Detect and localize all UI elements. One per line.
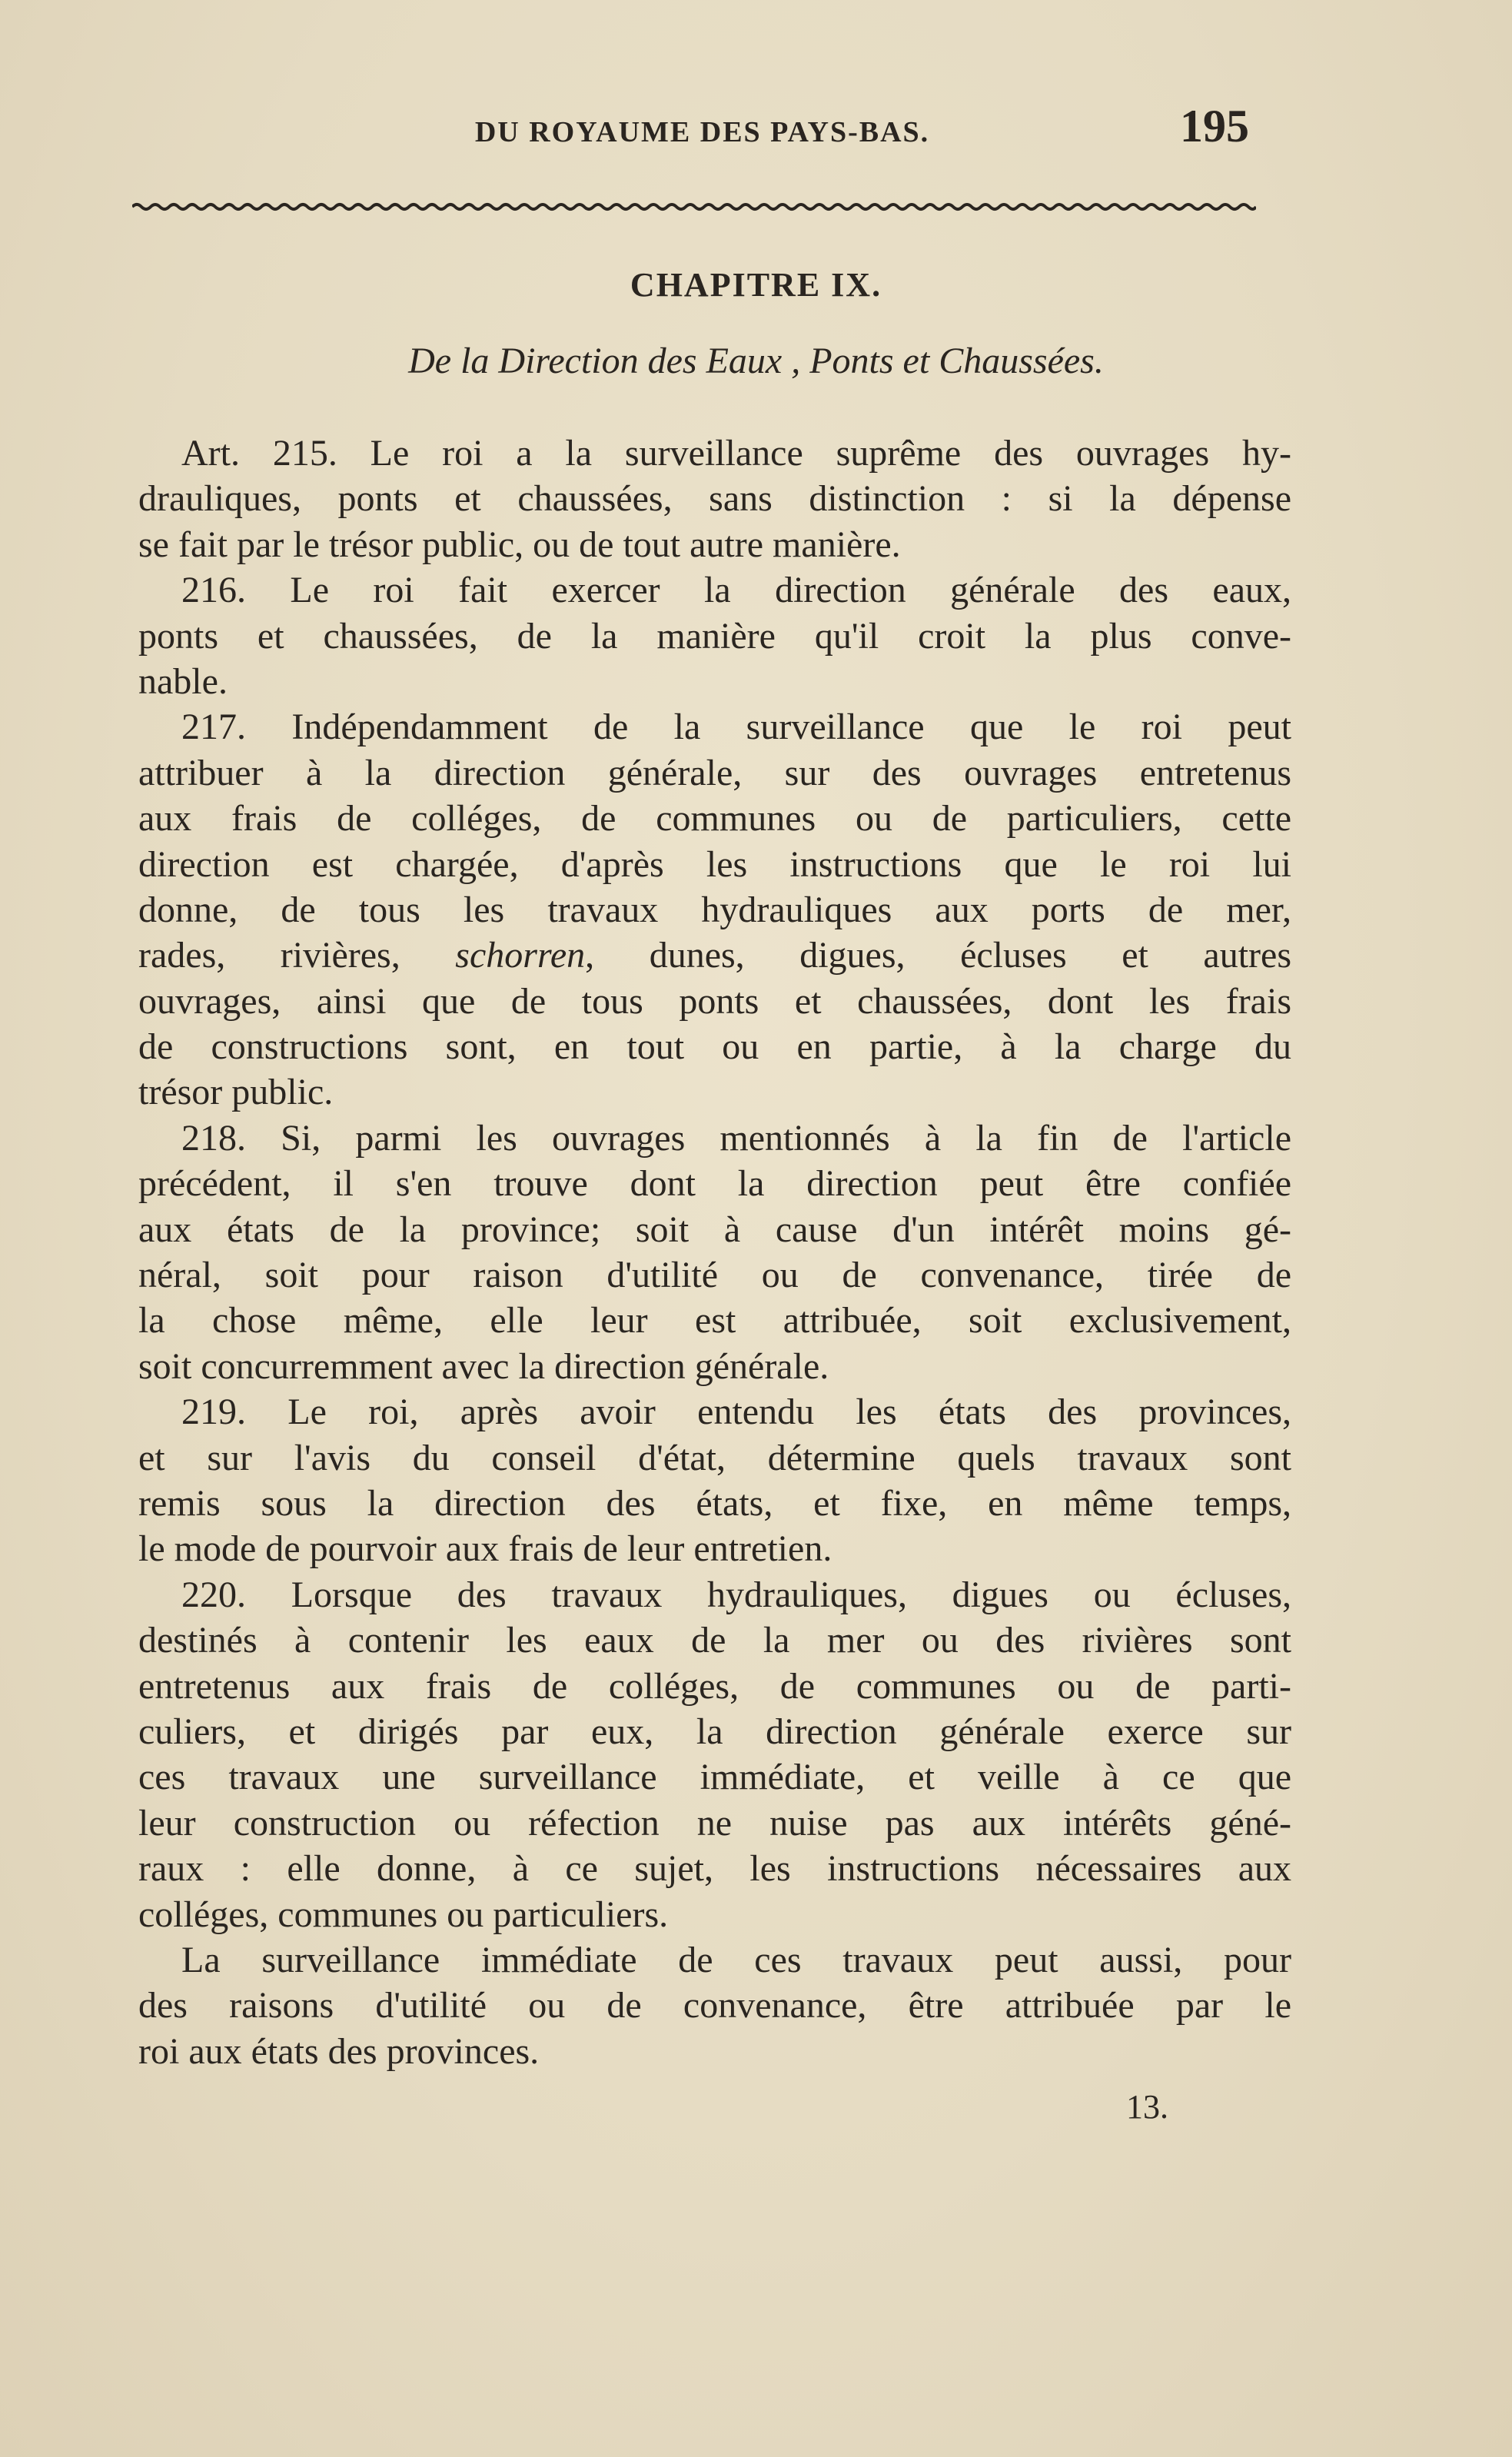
text-line: précédent, il s'en trouve dont la direction peut être confiée — [138, 1163, 1291, 1205]
text-line: rades, rivières, schorren, dunes, digues, écluses et autres — [138, 935, 1291, 976]
text-line: colléges, communes ou particuliers. — [138, 1893, 669, 1935]
text-line: et sur l'avis du conseil d'état, détermine quels travaux sont — [138, 1437, 1291, 1478]
text-line: drauliques, ponts et chaussées, sans distinction : si la dépense — [138, 478, 1291, 520]
text-line: La surveillance immédiate de ces travaux peut aussi, pour — [181, 1939, 1291, 1980]
text-line: attribuer à la direction générale, sur des ouvrages entretenus — [138, 752, 1291, 793]
text-line: de constructions sont, en tout ou en partie, à la charge du — [138, 1026, 1291, 1068]
text-line: nable. — [138, 660, 228, 702]
text-line: destinés à contenir les eaux de la mer ou des rivières sont — [138, 1620, 1291, 1661]
chapter-subtitle: De la Direction des Eaux , Ponts et Chaussées. — [408, 341, 1104, 381]
text-line: trésor public. — [138, 1072, 334, 1113]
text-line: 216. Le roi fait exercer la direction générale des eaux, — [181, 570, 1291, 611]
text-line: ouvrages, ainsi que de tous ponts et chaussées, dont les frais — [138, 980, 1291, 1022]
text-line: remis sous la direction des états, et fixe, en même temps, — [138, 1482, 1291, 1524]
page-number: 195 — [1180, 101, 1249, 151]
text-line: entretenus aux frais de colléges, de communes ou de parti- — [138, 1665, 1291, 1707]
text-line: néral, soit pour raison d'utilité ou de convenance, tirée de — [138, 1255, 1291, 1296]
text-line: des raisons d'utilité ou de convenance, être attribuée par le — [138, 1985, 1291, 2026]
text-line: soit concurremment avec la direction générale. — [138, 1345, 829, 1387]
text-line: se fait par le trésor public, ou de tout autre manière. — [138, 524, 901, 565]
text-line: aux états de la province; soit à cause d'un intérêt moins gé- — [138, 1209, 1291, 1250]
text-line: donne, de tous les travaux hydrauliques aux ports de mer, — [138, 889, 1291, 930]
ornamental-rule — [132, 201, 1256, 212]
text-line: 218. Si, parmi les ouvrages mentionnés à la fin de l'article — [181, 1117, 1291, 1159]
italic-term: schorren — [455, 935, 586, 976]
text-line: culiers, et dirigés par eux, la direction générale exerce sur — [138, 1711, 1291, 1752]
text-line: leur construction ou réfection ne nuise pas aux intérêts géné- — [138, 1802, 1291, 1844]
text-line: 217. Indépendamment de la surveillance que le roi peut — [181, 707, 1291, 748]
running-title: DU ROYAUME DES PAYS-BAS. — [474, 116, 930, 148]
text-line: direction est chargée, d'après les instructions que le roi lui — [138, 843, 1291, 885]
text-line: la chose même, elle leur est attribuée, soit exclusivement, — [138, 1300, 1291, 1342]
text-line: ces travaux une surveillance immédiate, et veille à ce que — [138, 1757, 1291, 1798]
text-line: Art. 215. Le roi a la surveillance suprême des ouvrages hy- — [181, 433, 1291, 474]
text-line: ponts et chaussées, de la manière qu'il croit la plus conve- — [138, 615, 1291, 657]
text-line: roi aux états des provinces. — [138, 2030, 540, 2072]
running-head — [138, 115, 1266, 161]
text-line: le mode de pourvoir aux frais de leur entretien. — [138, 1528, 832, 1570]
body-text — [138, 431, 1291, 2074]
chapter-title: CHAPITRE IX. — [630, 266, 882, 304]
text-line: raux : elle donne, à ce sujet, les instructions nécessaires aux — [138, 1848, 1291, 1890]
text-line: aux frais de colléges, de communes ou de particuliers, cette — [138, 798, 1291, 840]
signature-mark: 13. — [1126, 2088, 1168, 2126]
text-line: 220. Lorsque des travaux hydrauliques, digues ou écluses, — [181, 1574, 1291, 1615]
text-line: 219. Le roi, après avoir entendu les états des provinces, — [181, 1391, 1291, 1433]
